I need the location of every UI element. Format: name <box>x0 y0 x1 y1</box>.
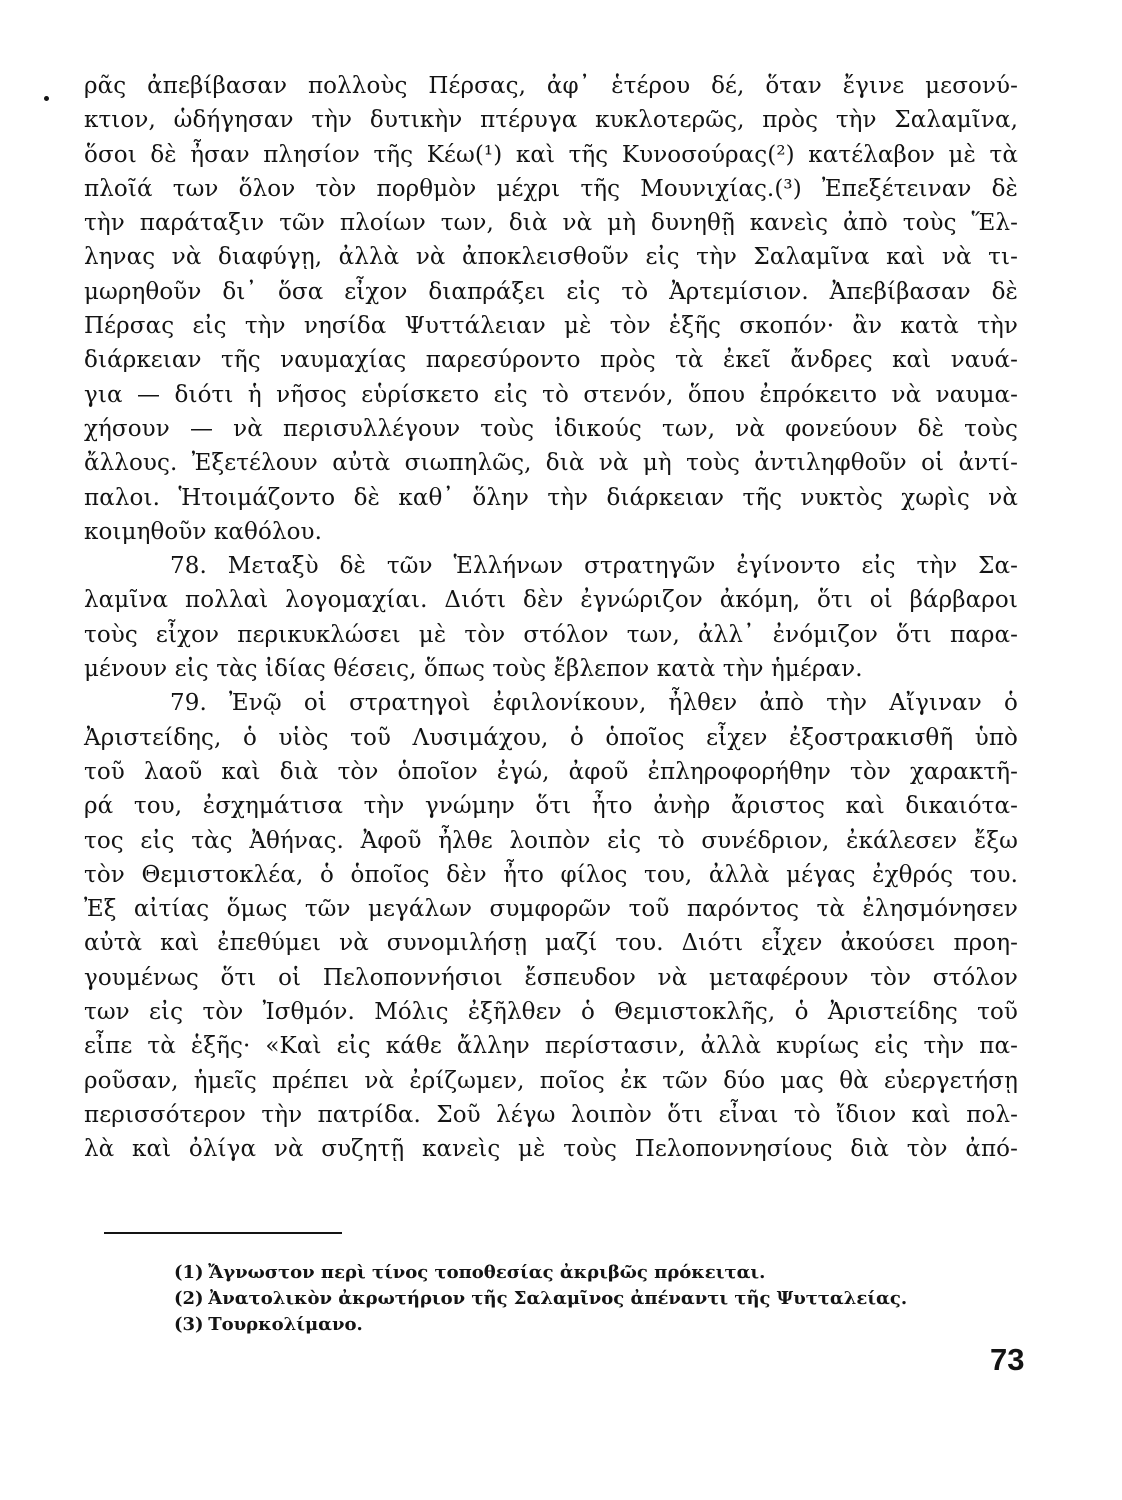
text-line: γουμένως ὅτι οἱ Πελοποννήσιοι ἔσπευδον νὰ μεταφέρουν τὸν στόλον <box>84 964 1018 991</box>
footnote-text: Ἀνατολικὸν ἀκρωτήριον τῆς Σαλαμῖνος ἀπέναντι τῆς Ψυτταλείας. <box>208 1288 908 1309</box>
text-line: λὰ καὶ ὀλίγα νὰ συζητῇ κανεὶς μὲ τοὺς Πελοποννησίους διὰ τὸν ἀπό- <box>84 1136 1018 1163</box>
text-line: ρά του, ἐσχημάτισα τὴν γνώμην ὅτι ἦτο ἀνὴρ ἄριστος καὶ δικαιότα- <box>84 793 1018 820</box>
text-line: λαμῖνα πολλαὶ λογομαχίαι. Διότι δὲν ἐγνώριζον ἀκόμη, ὅτι οἱ βάρβαροι <box>84 587 1018 614</box>
footnote-text: Τουρκολίμανο. <box>208 1314 363 1335</box>
footnote <box>174 1286 907 1312</box>
footnotes <box>174 1260 907 1338</box>
text-line: παλοι. Ἡτοιμάζοντο δὲ καθ᾽ ὅλην τὴν διάρκειαν τῆς νυκτὸς χωρὶς νὰ <box>84 484 1018 511</box>
text-line: κτιον, ὡδήγησαν τὴν δυτικὴν πτέρυγα κυκλοτερῶς, πρὸς τὴν Σαλαμῖνα, <box>84 107 1018 134</box>
text-line: για — διότι ἡ νῆσος εὑρίσκετο εἰς τὸ στενόν, ὅπου ἐπρόκειτο νὰ ναυμα- <box>84 381 1018 408</box>
footnote-text: Ἄγνωστον περὶ τίνος τοποθεσίας ἀκριβῶς πρόκειται. <box>208 1262 766 1283</box>
text-line: των εἰς τὸν Ἰσθμόν. Μόλις ἐξῆλθεν ὁ Θεμιστοκλῆς, ὁ Ἀριστείδης τοῦ <box>84 999 1018 1026</box>
paragraph-79-start: 79. Ἐνῷ οἱ στρατηγοὶ ἐφιλονίκουν, ἦλθεν ἀπὸ τὴν Αἴγιναν ὁ <box>170 690 1018 717</box>
text-line: ἄλλους. Ἐξετέλουν αὐτὰ σιωπηλῶς, διὰ νὰ μὴ τοὺς ἀντιληφθοῦν οἱ ἀντί- <box>84 450 1018 477</box>
page-number: 73 <box>990 1342 1025 1377</box>
body-text <box>84 69 1018 1167</box>
text-line: ὅσοι δὲ ἦσαν πλησίον τῆς Κέω(¹) καὶ τῆς Κυνοσούρας(²) κατέλαβον μὲ τὰ <box>84 141 1018 168</box>
text-line: τὴν παράταξιν τῶν πλοίων των, διὰ νὰ μὴ δυνηθῇ κανεὶς ἀπὸ τοὺς Ἕλ- <box>84 210 1018 237</box>
text-line: πλοῖά των ὅλον τὸν πορθμὸν μέχρι τῆς Μουνιχίας.(³) Ἐπεξέτειναν δὲ <box>84 175 1018 202</box>
footnote-divider <box>104 1232 342 1234</box>
text-line: ρᾶς ἀπεβίβασαν πολλοὺς Πέρσας, ἀφ᾽ ἑτέρου δέ, ὅταν ἔγινε μεσονύ- <box>84 73 1018 99</box>
text-line: Ἀριστείδης, ὁ υἱὸς τοῦ Λυσιμάχου, ὁ ὁποῖος εἶχεν ἐξοστρακισθῆ ὑπὸ <box>84 724 1018 751</box>
text-line: Ἐξ αἰτίας ὅμως τῶν μεγάλων συμφορῶν τοῦ παρόντος τὰ ἐλησμόνησεν <box>84 896 1018 923</box>
text-line: μωρηθοῦν δι᾽ ὅσα εἶχον διαπράξει εἰς τὸ Ἀρτεμίσιον. Ἀπεβίβασαν δὲ <box>84 278 1018 305</box>
text-line: Πέρσας εἰς τὴν νησίδα Ψυττάλειαν μὲ τὸν ἑξῆς σκοπόν· ἂν κατὰ τὴν <box>84 313 1018 340</box>
paragraph-78-start: 78. Μεταξὺ δὲ τῶν Ἑλλήνων στρατηγῶν ἐγίνοντο εἰς τὴν Σα- <box>170 553 1018 580</box>
footnote-number: (1) <box>174 1262 204 1283</box>
text-line: τὸν Θεμιστοκλέα, ὁ ὁποῖος δὲν ἦτο φίλος του, ἀλλὰ μέγας ἐχθρός του. <box>84 861 1018 888</box>
text-line: τος εἰς τὰς Ἀθήνας. Ἀφοῦ ἦλθε λοιπὸν εἰς τὸ συνέδριον, ἐκάλεσεν ἔξω <box>84 827 1018 854</box>
text-line: αὐτὰ καὶ ἐπεθύμει νὰ συνομιλήσῃ μαζί του. Διότι εἶχεν ἀκούσει προη- <box>84 930 1018 957</box>
footnote-number: (3) <box>174 1314 204 1335</box>
text-line: εἶπε τὰ ἑξῆς· «Καὶ εἰς κάθε ἄλλην περίστασιν, ἀλλὰ κυρίως εἰς τὴν πα- <box>84 1033 1018 1060</box>
margin-speck <box>44 96 49 101</box>
text-line: ληνας νὰ διαφύγῃ, ἀλλὰ νὰ ἀποκλεισθοῦν εἰς τὴν Σαλαμῖνα καὶ νὰ τι- <box>84 244 1018 271</box>
footnote-number: (2) <box>174 1288 204 1309</box>
text-line: τοῦ λαοῦ καὶ διὰ τὸν ὁποῖον ἐγώ, ἀφοῦ ἐπληροφορήθην τὸν χαρακτῆ- <box>84 758 1018 785</box>
text-line: χήσουν — νὰ περισυλλέγουν τοὺς ἰδικούς των, νὰ φονεύουν δὲ τοὺς <box>84 415 1018 442</box>
text-line: διάρκειαν τῆς ναυμαχίας παρεσύροντο πρὸς τὰ ἐκεῖ ἄνδρες καὶ ναυά- <box>84 347 1018 374</box>
text-line: κοιμηθοῦν καθόλου. <box>84 518 323 545</box>
footnote <box>174 1312 907 1338</box>
text-line: περισσότερον τὴν πατρίδα. Σοῦ λέγω λοιπὸν ὅτι εἶναι τὸ ἴδιον καὶ πολ- <box>84 1101 1018 1128</box>
footnote <box>174 1260 907 1286</box>
text-line: μένουν εἰς τὰς ἰδίας θέσεις, ὅπως τοὺς ἔβλεπον κατὰ τὴν ἡμέραν. <box>84 656 863 683</box>
text-line: τοὺς εἶχον περικυκλώσει μὲ τὸν στόλον των, ἀλλ᾽ ἐνόμιζον ὅτι παρα- <box>84 621 1018 648</box>
text-line: ροῦσαν, ἡμεῖς πρέπει νὰ ἐρίζωμεν, ποῖος ἐκ τῶν δύο μας θὰ εὐεργετήσῃ <box>84 1067 1018 1094</box>
